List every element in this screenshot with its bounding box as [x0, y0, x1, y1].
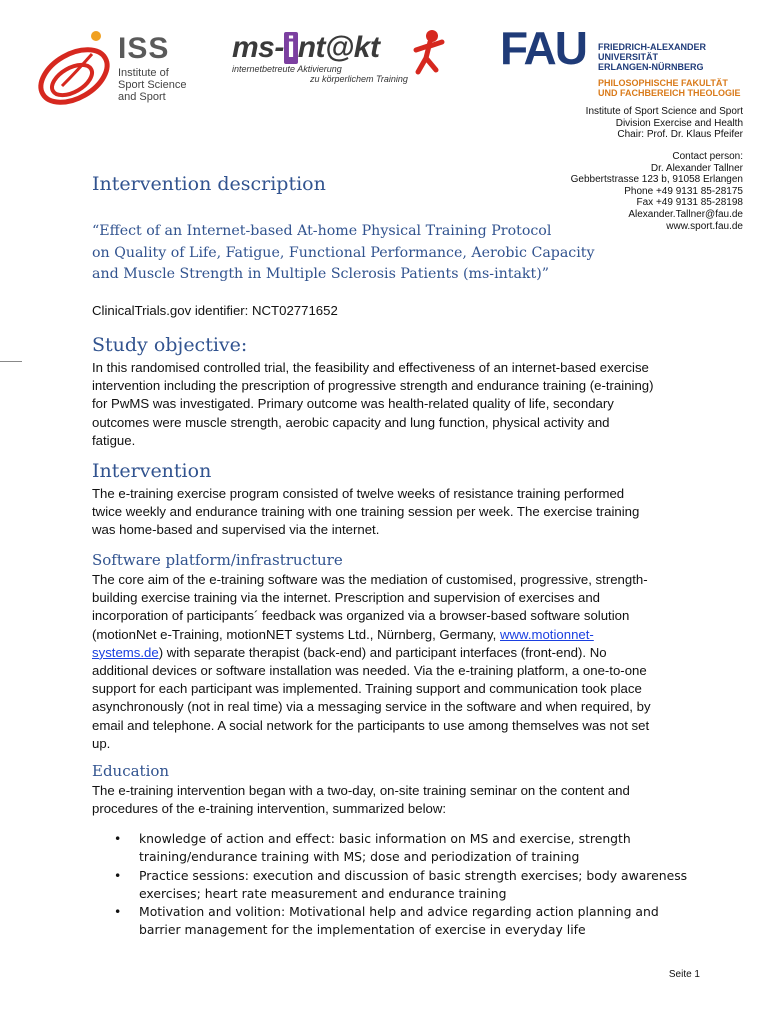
- motionnet-link[interactable]: www.motionnet-: [499, 626, 594, 642]
- iss-logo: [118, 34, 186, 103]
- software-line: email and telephone. A social network for the participants to use among themselves was not set: [92, 717, 650, 733]
- msintakt-i: i: [284, 32, 298, 64]
- software-line: The core aim of the e-training software was the mediation of customised, progressive, strength-: [92, 572, 648, 587]
- institute-line1: Institute of Sport Science and Sport: [585, 106, 743, 117]
- contact-web: www.sport.fau.de: [666, 220, 743, 232]
- objective-line: intervention including the prescription of progressive strength and endurance training (e-training): [92, 378, 654, 394]
- software-line5-text: ) with separate therapist (back-end) and participant interfaces (front-end). No: [158, 644, 607, 660]
- page-title: Intervention description: [92, 173, 326, 195]
- contact-block: [571, 151, 743, 232]
- study-title-quote: [92, 221, 595, 286]
- bullet-line: exercises; heart rate measurement and endurance training: [139, 885, 507, 901]
- institute-line3: Chair: Prof. Dr. Klaus Pfeifer: [617, 129, 743, 141]
- software-line: asynchronously (not in real time) via a messaging service in the software and when required, by: [92, 699, 651, 715]
- fau-logo-abbr: FAU: [500, 22, 586, 74]
- bullet-line: Motivation and volition: Motivational help and advice regarding action planning and: [139, 904, 659, 920]
- intervention-line: was home-based and supervised via the internet.: [92, 522, 380, 538]
- motionnet-link-cont[interactable]: systems.de: [92, 644, 159, 660]
- bullet-icon: •: [114, 867, 122, 883]
- objective-paragraph: [92, 359, 712, 450]
- msintakt-prefix: ms-: [232, 31, 284, 64]
- contact-heading: Contact person:: [672, 151, 743, 162]
- contact-name: Dr. Alexander Tallner: [650, 162, 743, 174]
- msintakt-line2: zu körperlichem Training: [310, 74, 408, 84]
- bullet-line: barrier management for the implementation of exercise in everyday life: [139, 922, 586, 938]
- intervention-heading: Intervention: [92, 460, 212, 482]
- software-paragraph: [92, 571, 712, 753]
- education-bullet-list: [92, 830, 712, 940]
- bullet-icon: •: [114, 904, 122, 920]
- software-line: additional devices or software installation was needed. Via the e-training platform, a one-to-one: [92, 663, 647, 679]
- msintakt-line1: internetbetreute Aktivierung: [232, 64, 342, 74]
- fau-logo-text: [598, 42, 741, 98]
- education-heading: Education: [92, 762, 170, 780]
- software-line: up.: [92, 735, 111, 751]
- objective-line: fatigue.: [92, 432, 136, 448]
- iss-logo-graphic: [32, 26, 118, 106]
- iss-logo-line2: Sport Science: [118, 79, 187, 91]
- list-item: [92, 830, 712, 867]
- bullet-line: knowledge of action and effect: basic information on MS and exercise, strength: [139, 831, 631, 846]
- education-line: The e-training intervention began with a two-day, on-site training seminar on the content and: [92, 783, 630, 798]
- iss-logo-abbr: ISS: [118, 32, 170, 65]
- margin-mark: [0, 361, 22, 362]
- quote-line: and Muscle Strength in Multiple Sclerosis Patients (ms-intakt)”: [92, 266, 549, 283]
- software-line: incorporation of participants´ feedback was organized via a browser-based software solution: [92, 608, 630, 624]
- contact-phone: Phone +49 9131 85-28175: [624, 185, 743, 197]
- list-item: [92, 867, 712, 904]
- institute-line2: Division Exercise and Health: [615, 117, 743, 129]
- contact-address: Gebbertstrasse 123 b, 91058 Erlangen: [570, 174, 743, 186]
- bullet-line: training/endurance training with MS; dose and periodization of training: [139, 849, 580, 865]
- institute-block: [586, 106, 743, 141]
- contact-email: Alexander.Tallner@fau.de: [628, 208, 743, 220]
- intervention-line: The e-training exercise program consisted of twelve weeks of resistance training performed: [92, 486, 625, 501]
- quote-line: “Effect of an Internet-based At-home Physical Training Protocol: [92, 223, 552, 239]
- fau-logo-line5: UND FACHBEREICH THEOLOGIE: [598, 88, 741, 98]
- iss-logo-line1: Institute of: [118, 67, 169, 79]
- fau-logo-line1: FRIEDRICH-ALEXANDER: [598, 42, 706, 52]
- msintakt-suffix: nt@kt: [297, 31, 380, 64]
- software-line: [92, 644, 712, 662]
- contact-fax: Fax +49 9131 85-28198: [636, 197, 743, 209]
- iss-logo-line3: and Sport: [118, 91, 166, 103]
- fau-logo-line2: UNIVERSITÄT: [598, 52, 659, 62]
- bullet-icon: •: [114, 831, 122, 846]
- msintakt-logo: [232, 32, 408, 84]
- education-paragraph: [92, 782, 712, 818]
- software-line: building exercise training via the internet. Prescription and supervision of exercises and: [92, 590, 600, 606]
- objective-line: In this randomised controlled trial, the feasibility and effectiveness of an internet-based exercise: [92, 360, 649, 375]
- runner-figure-icon: [408, 28, 448, 78]
- software-heading: Software platform/infrastructure: [92, 551, 343, 569]
- fau-logo-line3: ERLANGEN-NÜRNBERG: [598, 62, 704, 72]
- objective-line: for PwMS was investigated. Primary outcome was health-related quality of life, secondary: [92, 396, 614, 412]
- bullet-line: Practice sessions: execution and discussion of basic strength exercises; body awareness: [139, 867, 688, 883]
- software-line: support for each participant was implemented. Training support and communication took place: [92, 681, 642, 697]
- trial-identifier: ClinicalTrials.gov identifier: NCT02771652: [92, 303, 338, 318]
- fau-logo-line4: PHILOSOPHISCHE FAKULTÄT: [598, 78, 728, 88]
- software-line4-text: (motionNet e-Training, motionNET systems Ltd., Nürnberg, Germany,: [92, 626, 500, 642]
- quote-line: on Quality of Life, Fatigue, Functional Performance, Aerobic Capacity: [92, 244, 595, 261]
- intervention-paragraph: [92, 485, 712, 540]
- education-line: procedures of the e-training intervention, summarized below:: [92, 801, 447, 817]
- objective-heading: Study objective:: [92, 334, 248, 356]
- fau-logo: [500, 22, 586, 74]
- objective-line: outcomes were muscle strength, aerobic capacity and lung function, physical activity and: [92, 414, 610, 430]
- page-number: Seite 1: [668, 969, 700, 980]
- intervention-line: twice weekly and endurance training with one training session per week. The exercise training: [92, 504, 640, 520]
- list-item: [92, 903, 712, 940]
- software-line: [92, 626, 712, 644]
